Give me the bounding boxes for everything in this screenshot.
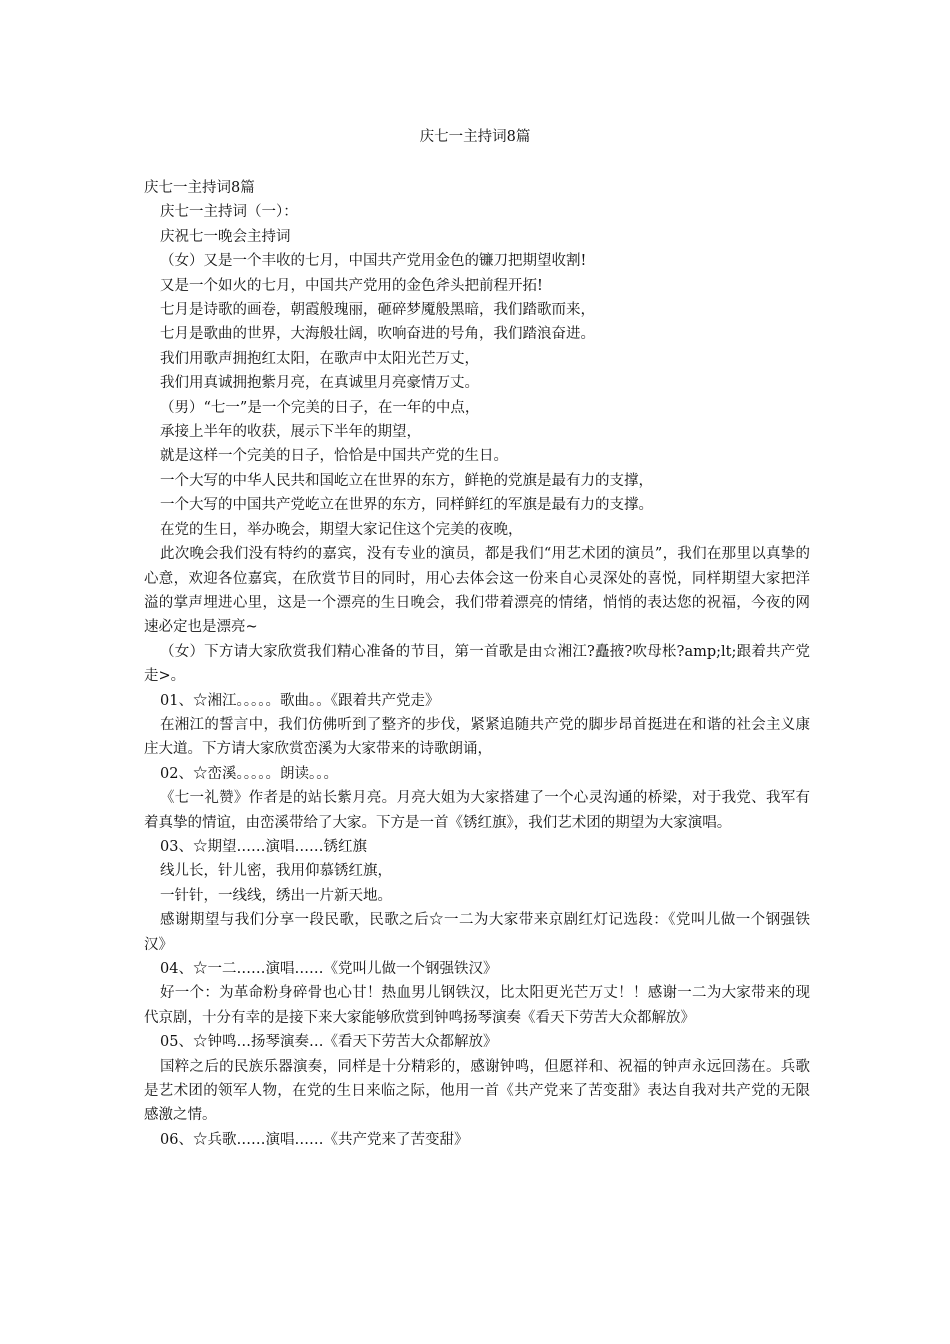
paragraph: 03、☆期望……演唱……锈红旗 xyxy=(160,838,367,855)
paragraph: 国粹之后的民族乐器演奏，同样是十分精彩的，感谢钟鸣，但愿祥和、祝福的钟声永远回荡在。兵歌是艺术团的领军人物，在党的生日来临之际，他用一首《共产党来了苦变甜》表达自我对共产党的无限感激之情。 xyxy=(144,1058,810,1124)
document-body xyxy=(144,176,810,1152)
paragraph: 我们用真诚拥抱紫月亮，在真诚里月亮豪情万丈。 xyxy=(160,375,479,392)
paragraph: 庆七一主持词（一）： xyxy=(160,204,298,221)
paragraph: 好一个：为革命粉身碎骨也心甘！热血男儿钢铁汉，比太阳更光芒万丈！！感谢一二为大家带来的现代京剧，十分有幸的是接下来大家能够欣赏到钟鸣扬琴演奏《看天下劳苦大众都解放》 xyxy=(144,985,810,1026)
paragraph: 我们用歌声拥抱红太阳，在歌声中太阳光芒万丈， xyxy=(160,350,479,367)
paragraph-heading: 庆七一主持词8篇 xyxy=(144,180,255,196)
paragraph: 感谢期望与我们分享一段民歌，民歌之后☆一二为大家带来京剧红灯记选段：《党叫儿做一个钢强铁汉》 xyxy=(144,912,810,953)
paragraph: 02、☆峦溪。。。。。朗读。。。 xyxy=(160,765,338,782)
paragraph: （女）又是一个丰收的七月，中国共产党用金色的镰刀把期望收割! xyxy=(160,253,587,270)
paragraph: 又是一个如火的七月，中国共产党用的金色斧头把前程开拓! xyxy=(160,277,543,294)
paragraph: 01、☆湘江。。。。。歌曲。。《跟着共产党走》 xyxy=(160,692,440,709)
paragraph: 线儿长，针儿密，我用仰慕锈红旗， xyxy=(160,863,392,880)
paragraph: 七月是歌曲的世界，大海般壮阔，吹响奋进的号角，我们踏浪奋进。 xyxy=(160,326,595,343)
paragraph: 一个大写的中华人民共和国屹立在世界的东方，鲜艳的党旗是最有力的支撑， xyxy=(160,472,653,489)
paragraph: 就是这样一个完美的日子，恰恰是中国共产党的生日。 xyxy=(160,448,508,465)
paragraph: （女）下方请大家欣赏我们精心准备的节目，第一首歌是由☆湘江?矗掖?吹母枨?amp;lt;跟着共产党走>。 xyxy=(144,643,810,685)
paragraph: 庆祝七一晚会主持词 xyxy=(160,228,291,245)
paragraph: 在党的生日，举办晚会，期望大家记住这个完美的夜晚， xyxy=(160,521,523,538)
paragraph: 04、☆一二……演唱……《党叫儿做一个钢强铁汉》 xyxy=(160,961,498,977)
paragraph: 05、☆钟鸣…扬琴演奏…《看天下劳苦大众都解放》 xyxy=(160,1034,498,1051)
paragraph: 一个大写的中国共产党屹立在世界的东方，同样鲜红的军旗是最有力的支撑。 xyxy=(160,497,653,514)
paragraph: 七月是诗歌的画卷，朝霞般瑰丽，砸碎梦魇般黑暗，我们踏歌而来， xyxy=(160,302,595,319)
paragraph: 一针针，一线线，绣出一片新天地。 xyxy=(160,887,392,904)
paragraph: 《七一礼赞》作者是的站长紫月亮。月亮大姐为大家搭建了一个心灵沟通的桥梁，对于我党、我军有着真挚的情谊，由峦溪带给了大家。下方是一首《锈红旗》，我们艺术团的期望为大家演唱。 xyxy=(144,790,810,831)
document-title: 庆七一主持词8篇 xyxy=(419,129,531,145)
paragraph: （男）“七一”是一个完美的日子，在一年的中点， xyxy=(160,399,480,416)
paragraph: 06、☆兵歌……演唱……《共产党来了苦变甜》 xyxy=(160,1131,469,1148)
paragraph: 此次晚会我们没有特约的嘉宾，没有专业的演员，都是我们“用艺术团的演员”，我们在那里以真挚的心意，欢迎各位嘉宾，在欣赏节目的同时，用心去体会这一份来自心灵深处的喜悦，同样期望大家把洋溢的掌声埋进心里，这是一个漂亮的生日晚会，我们带着漂亮的情绪，悄悄的表达您的祝福，今夜的网速必定也是漂亮~ xyxy=(144,546,810,636)
paragraph: 在湘江的誓言中，我们仿佛听到了整齐的步伐，紧紧追随共产党的脚步昂首挺进在和谐的社会主义康庄大道。下方请大家欣赏峦溪为大家带来的诗歌朗诵， xyxy=(144,716,810,758)
paragraph: 承接上半年的收获，展示下半年的期望， xyxy=(160,424,421,441)
